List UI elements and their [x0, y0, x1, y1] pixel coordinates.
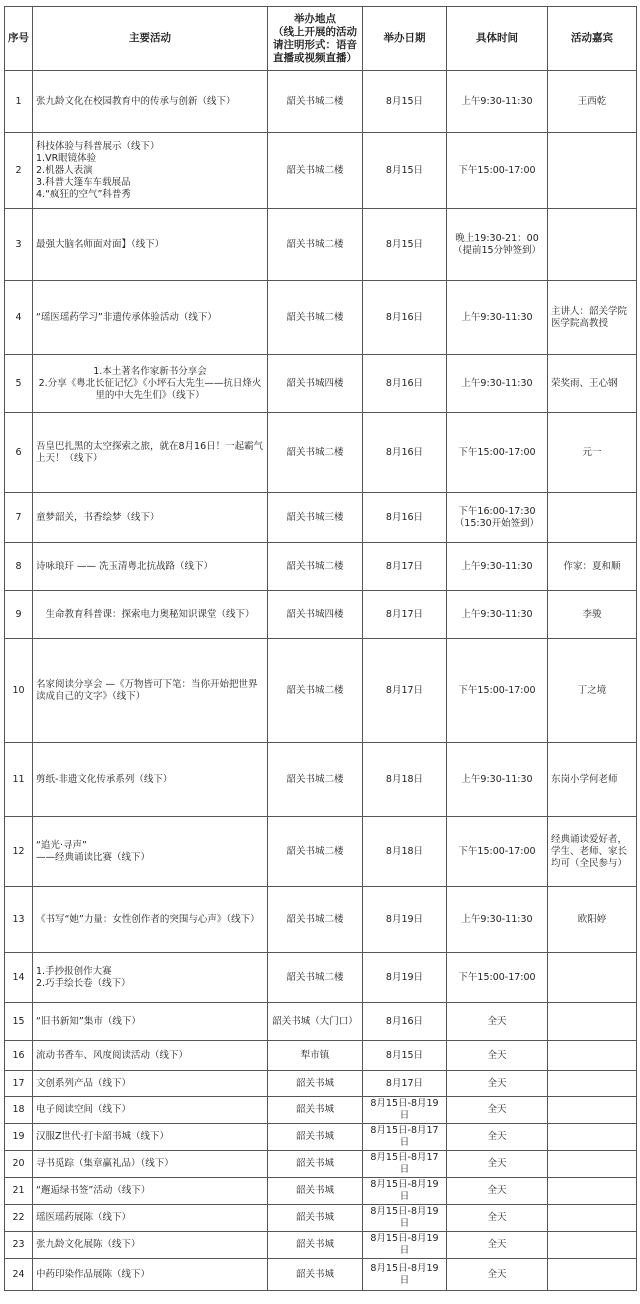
date-cell: 8月15日 [363, 71, 447, 133]
venue-cell: 韶关书城 [268, 1259, 363, 1291]
table-row [5, 817, 637, 887]
table-row [5, 639, 637, 743]
time-cell: 全天 [447, 1178, 548, 1205]
activity-cell: 电子阅读空间（线下） [33, 1097, 268, 1124]
time-cell: 上午9:30-11:30 [447, 743, 548, 817]
time-cell: 下午15:00-17:00 [447, 133, 548, 209]
venue-cell: 韶关书城四楼 [268, 591, 363, 639]
row-number: 11 [5, 743, 33, 817]
venue-cell: 韶关书城 [268, 1232, 363, 1259]
table-row [5, 1003, 637, 1041]
venue-cell: 韶关书城 [268, 1205, 363, 1232]
guest-cell: 李骏 [548, 591, 637, 639]
activity-cell: 生命教育科普课：探索电力奥秘知识课堂（线下） [33, 591, 268, 639]
date-cell: 8月17日 [363, 543, 447, 591]
row-number: 4 [5, 281, 33, 355]
table-row [5, 1151, 637, 1178]
activity-cell: 最强大脑名师面对面】（线下） [33, 209, 268, 281]
guest-cell: 元一 [548, 413, 637, 493]
time-cell: 上午9:30-11:30 [447, 591, 548, 639]
date-cell: 8月15日-8月17日 [363, 1124, 447, 1151]
date-cell: 8月15日 [363, 209, 447, 281]
header-no: 序号 [5, 7, 33, 71]
venue-cell: 韶关书城二楼 [268, 543, 363, 591]
activity-cell: “追光·寻声” ——经典诵读比赛（线下） [33, 817, 268, 887]
table-row [5, 1097, 637, 1124]
activity-cell: 汉服Z世代·打卡韶书城（线下） [33, 1124, 268, 1151]
guest-cell: 作家：夏和顺 [548, 543, 637, 591]
date-cell: 8月15日-8月19日 [363, 1097, 447, 1124]
guest-cell [548, 133, 637, 209]
time-cell: 全天 [447, 1124, 548, 1151]
venue-cell: 韶关书城二楼 [268, 639, 363, 743]
table-row [5, 413, 637, 493]
activity-cell: 流动书香车、风度阅读活动（线下） [33, 1041, 268, 1071]
activity-cell: “瑶医瑶药学习”非遗传承体验活动（线下） [33, 281, 268, 355]
time-cell: 下午15:00-17:00 [447, 953, 548, 1003]
time-cell: 全天 [447, 1205, 548, 1232]
date-cell: 8月17日 [363, 591, 447, 639]
venue-cell: 韶关书城二楼 [268, 953, 363, 1003]
guest-cell [548, 1124, 637, 1151]
date-cell: 8月15日 [363, 133, 447, 209]
date-cell: 8月17日 [363, 639, 447, 743]
activity-cell: 张九龄文化在校园教育中的传承与创新（线下） [33, 71, 268, 133]
time-cell: 上午9:30-11:30 [447, 281, 548, 355]
table-row [5, 953, 637, 1003]
table-row [5, 591, 637, 639]
date-cell: 8月19日 [363, 887, 447, 953]
date-cell: 8月18日 [363, 817, 447, 887]
table-row [5, 493, 637, 543]
activity-cell: “邂逅绿书签”活动（线下） [33, 1178, 268, 1205]
table-row [5, 133, 637, 209]
guest-cell: 主讲人：韶关学院医学院高教授 [548, 281, 637, 355]
guest-cell [548, 1205, 637, 1232]
guest-cell [548, 1041, 637, 1071]
table-row [5, 743, 637, 817]
header-guest: 活动嘉宾 [548, 7, 637, 71]
venue-cell: 韶关书城 [268, 1071, 363, 1097]
table-row [5, 887, 637, 953]
row-number: 2 [5, 133, 33, 209]
time-cell: 上午9:30-11:30 [447, 543, 548, 591]
venue-cell: 韶关书城三楼 [268, 493, 363, 543]
guest-cell [548, 1151, 637, 1178]
activity-cell: “旧书新知”集市（线下） [33, 1003, 268, 1041]
table-row [5, 1232, 637, 1259]
row-number: 14 [5, 953, 33, 1003]
activity-cell: 剪纸-非遗文化传承系列（线下） [33, 743, 268, 817]
header-venue: 举办地点 （线上开展的活动请注明形式：语音直播或视频直播） [268, 7, 363, 71]
header-date: 举办日期 [363, 7, 447, 71]
activity-cell: 张九龄文化展陈（线下） [33, 1232, 268, 1259]
activity-cell: 寻书觅踪（集章赢礼品）（线下） [33, 1151, 268, 1178]
row-number: 8 [5, 543, 33, 591]
row-number: 3 [5, 209, 33, 281]
activity-cell: 吾皇巴扎黑的太空探索之旅，就在8月16日！一起霸气上天！（线下） [33, 413, 268, 493]
row-number: 12 [5, 817, 33, 887]
activity-cell: 科技体验与科普展示（线下） 1.VR眼镜体验 2.机器人表演 3.科普大篷车车载展品 4.“疯狂的空气”科普秀 [33, 133, 268, 209]
table-row [5, 1041, 637, 1071]
row-number: 24 [5, 1259, 33, 1291]
activity-cell: 1.手抄报创作大赛 2.巧手绘长卷（线下） [33, 953, 268, 1003]
venue-cell: 韶关书城 [268, 1151, 363, 1178]
table-row [5, 209, 637, 281]
row-number: 10 [5, 639, 33, 743]
header-time: 具体时间 [447, 7, 548, 71]
venue-cell: 韶关书城 [268, 1097, 363, 1124]
venue-cell: 韶关书城 [268, 1124, 363, 1151]
venue-cell: 韶关书城二楼 [268, 743, 363, 817]
row-number: 6 [5, 413, 33, 493]
date-cell: 8月15日-8月19日 [363, 1232, 447, 1259]
venue-cell: 韶关书城四楼 [268, 355, 363, 413]
time-cell: 全天 [447, 1151, 548, 1178]
table-row [5, 355, 637, 413]
venue-cell: 韶关书城二楼 [268, 71, 363, 133]
row-number: 7 [5, 493, 33, 543]
date-cell: 8月18日 [363, 743, 447, 817]
row-number: 1 [5, 71, 33, 133]
header-activity: 主要活动 [33, 7, 268, 71]
time-cell: 下午16:00-17:30 （15:30开始签到） [447, 493, 548, 543]
time-cell: 下午15:00-17:00 [447, 817, 548, 887]
guest-cell: 丁之境 [548, 639, 637, 743]
time-cell: 上午9:30-11:30 [447, 71, 548, 133]
time-cell: 全天 [447, 1041, 548, 1071]
guest-cell: 荣奖雨、王心钢 [548, 355, 637, 413]
guest-cell [548, 1259, 637, 1291]
time-cell: 上午9:30-11:30 [447, 887, 548, 953]
guest-cell: 东岗小学何老师 [548, 743, 637, 817]
row-number: 15 [5, 1003, 33, 1041]
venue-cell: 韶关书城二楼 [268, 413, 363, 493]
date-cell: 8月15日-8月19日 [363, 1259, 447, 1291]
date-cell: 8月16日 [363, 281, 447, 355]
date-cell: 8月16日 [363, 493, 447, 543]
date-cell: 8月19日 [363, 953, 447, 1003]
venue-cell: 韶关书城二楼 [268, 887, 363, 953]
guest-cell [548, 953, 637, 1003]
table-row [5, 1071, 637, 1097]
activity-cell: 文创系列产品（线下） [33, 1071, 268, 1097]
guest-cell [548, 1097, 637, 1124]
table-row [5, 543, 637, 591]
date-cell: 8月16日 [363, 355, 447, 413]
time-cell: 晚上19:30-21：00 （提前15分钟签到） [447, 209, 548, 281]
row-number: 9 [5, 591, 33, 639]
guest-cell [548, 1232, 637, 1259]
schedule-table [4, 6, 637, 1291]
guest-cell [548, 209, 637, 281]
date-cell: 8月15日-8月19日 [363, 1178, 447, 1205]
activity-cell: 诗咏琅玕 —— 冼玉清粤北抗战路（线下） [33, 543, 268, 591]
row-number: 16 [5, 1041, 33, 1071]
table-row [5, 1124, 637, 1151]
row-number: 13 [5, 887, 33, 953]
date-cell: 8月17日 [363, 1071, 447, 1097]
guest-cell: 王西乾 [548, 71, 637, 133]
row-number: 20 [5, 1151, 33, 1178]
table-row [5, 1259, 637, 1291]
venue-cell: 韶关书城二楼 [268, 817, 363, 887]
row-number: 22 [5, 1205, 33, 1232]
venue-cell: 韶关书城（大门口） [268, 1003, 363, 1041]
time-cell: 全天 [447, 1232, 548, 1259]
row-number: 18 [5, 1097, 33, 1124]
time-cell: 全天 [447, 1259, 548, 1291]
venue-cell: 韶关书城二楼 [268, 209, 363, 281]
venue-cell: 犁市镇 [268, 1041, 363, 1071]
table-row [5, 1205, 637, 1232]
time-cell: 全天 [447, 1003, 548, 1041]
table-row [5, 1178, 637, 1205]
table-row [5, 281, 637, 355]
guest-cell [548, 493, 637, 543]
date-cell: 8月16日 [363, 1003, 447, 1041]
row-number: 19 [5, 1124, 33, 1151]
date-cell: 8月15日-8月19日 [363, 1205, 447, 1232]
time-cell: 上午9:30-11:30 [447, 355, 548, 413]
guest-cell [548, 1071, 637, 1097]
row-number: 21 [5, 1178, 33, 1205]
guest-cell: 欧阳婷 [548, 887, 637, 953]
date-cell: 8月15日-8月17日 [363, 1151, 447, 1178]
venue-cell: 韶关书城二楼 [268, 133, 363, 209]
row-number: 17 [5, 1071, 33, 1097]
row-number: 23 [5, 1232, 33, 1259]
guest-cell [548, 1178, 637, 1205]
venue-cell: 韶关书城二楼 [268, 281, 363, 355]
activity-cell: 瑶医瑶药展陈（线下） [33, 1205, 268, 1232]
row-number: 5 [5, 355, 33, 413]
activity-cell: 《书写“她”力量：女性创作者的突围与心声》（线下） [33, 887, 268, 953]
header-row [5, 7, 637, 71]
activity-cell: 1.本土著名作家新书分享会 2.分享《粤北长征记忆》《小坪石大先生——抗日烽火里的中大先生们》（线下） [33, 355, 268, 413]
time-cell: 下午15:00-17:00 [447, 413, 548, 493]
guest-cell [548, 1003, 637, 1041]
activity-cell: 名家阅读分享会 —《万物皆可下笔：当你开始把世界读成自己的文字》（线下） [33, 639, 268, 743]
time-cell: 全天 [447, 1097, 548, 1124]
time-cell: 下午15:00-17:00 [447, 639, 548, 743]
table-row [5, 71, 637, 133]
date-cell: 8月16日 [363, 413, 447, 493]
date-cell: 8月15日 [363, 1041, 447, 1071]
guest-cell: 经典诵读爱好者，学生、老师、家长均可（全民参与） [548, 817, 637, 887]
activity-cell: 童梦韶关，书香绘梦（线下） [33, 493, 268, 543]
time-cell: 全天 [447, 1071, 548, 1097]
activity-cell: 中药印染作品展陈（线下） [33, 1259, 268, 1291]
venue-cell: 韶关书城 [268, 1178, 363, 1205]
